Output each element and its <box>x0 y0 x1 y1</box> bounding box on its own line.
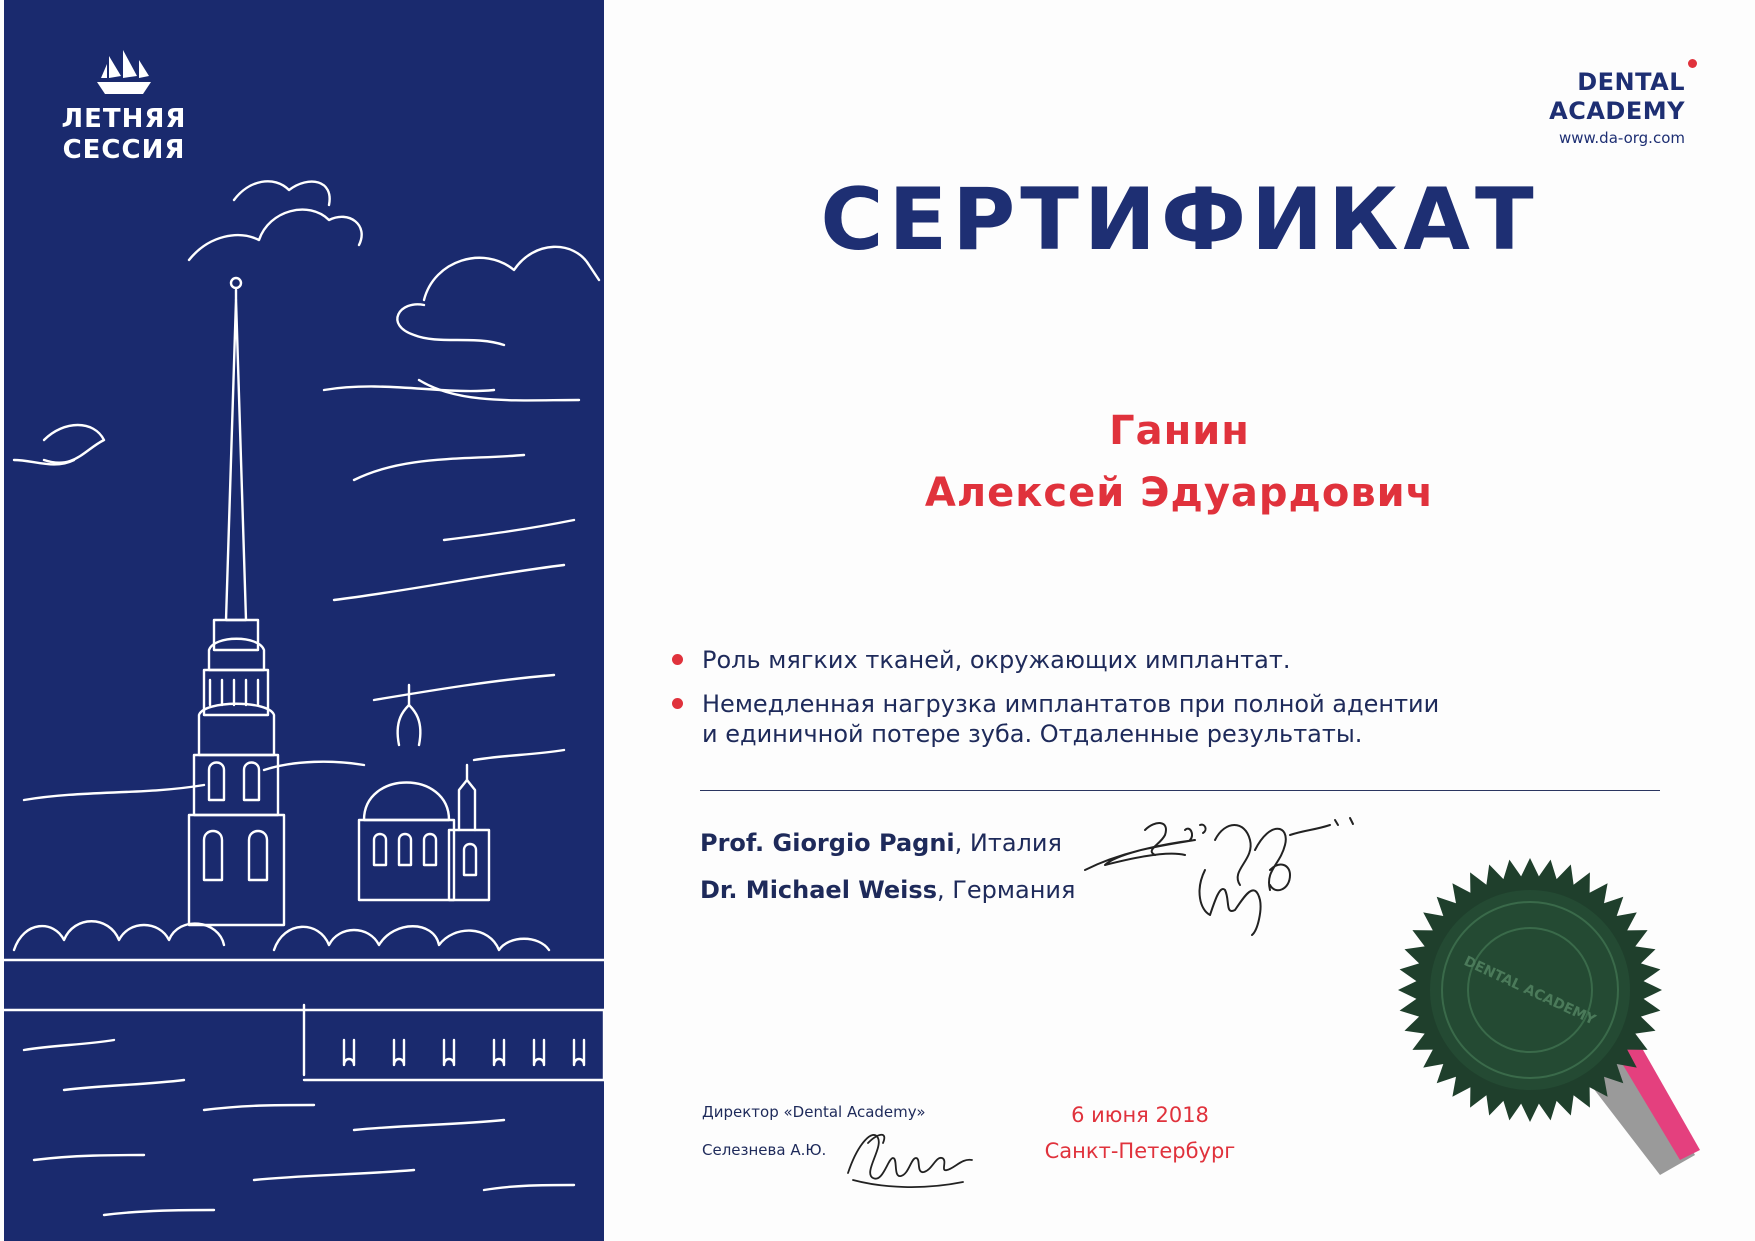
speaker-country: , Германия <box>936 876 1076 904</box>
event-date: 6 июня 2018 <box>1071 1103 1209 1127</box>
illustration-panel <box>4 0 604 1241</box>
event-place: Санкт-Петербург <box>1044 1139 1236 1163</box>
brand-line1: DENTAL <box>1577 68 1685 96</box>
event-date-place <box>1040 1097 1240 1169</box>
divider-line <box>700 790 1660 791</box>
dental-academy-logo <box>1549 68 1685 147</box>
topic-line: Роль мягких тканей, окружающих имплантат. <box>702 646 1291 674</box>
recipient-surname: Ганин <box>1109 408 1250 454</box>
certificate-title: СЕРТИФИКАТ <box>820 170 1539 270</box>
recipient-given-names: Алексей Эдуардович <box>924 470 1435 516</box>
topic-item <box>672 689 1672 749</box>
director-name: Селезнева А.Ю. <box>702 1141 827 1159</box>
seal-text: DENTAL ACADEMY <box>1461 953 1598 1029</box>
brand-dot-icon <box>1688 59 1697 68</box>
bullet-icon <box>672 698 683 709</box>
brand-url: www.da-org.com <box>1558 129 1685 147</box>
topic-line: Немедленная нагрузка имплантатов при полной адентии <box>702 690 1440 718</box>
session-line2: СЕССИЯ <box>62 135 186 165</box>
director-title: Директор «Dental Academy» <box>702 1103 926 1121</box>
course-topics <box>672 645 1672 763</box>
peter-and-paul-fortress-illustration <box>4 0 604 1241</box>
brand-line2: ACADEMY <box>1549 97 1685 125</box>
topic-item <box>672 645 1672 675</box>
speaker-name: Dr. Michael Weiss <box>700 876 937 904</box>
session-line1: ЛЕТНЯЯ <box>61 104 187 134</box>
recipient-name <box>604 400 1755 524</box>
speakers-signature <box>1075 800 1415 940</box>
topic-line: и единичной потере зуба. Отдаленные результаты. <box>702 720 1363 748</box>
summer-session-logo <box>59 48 189 166</box>
director-signature <box>838 1118 988 1198</box>
sailing-ship-icon <box>89 48 159 98</box>
speaker-name: Prof. Giorgio Pagni <box>700 829 955 857</box>
academy-seal <box>1390 855 1710 1195</box>
bullet-icon <box>672 654 683 665</box>
speaker-country: , Италия <box>954 829 1062 857</box>
